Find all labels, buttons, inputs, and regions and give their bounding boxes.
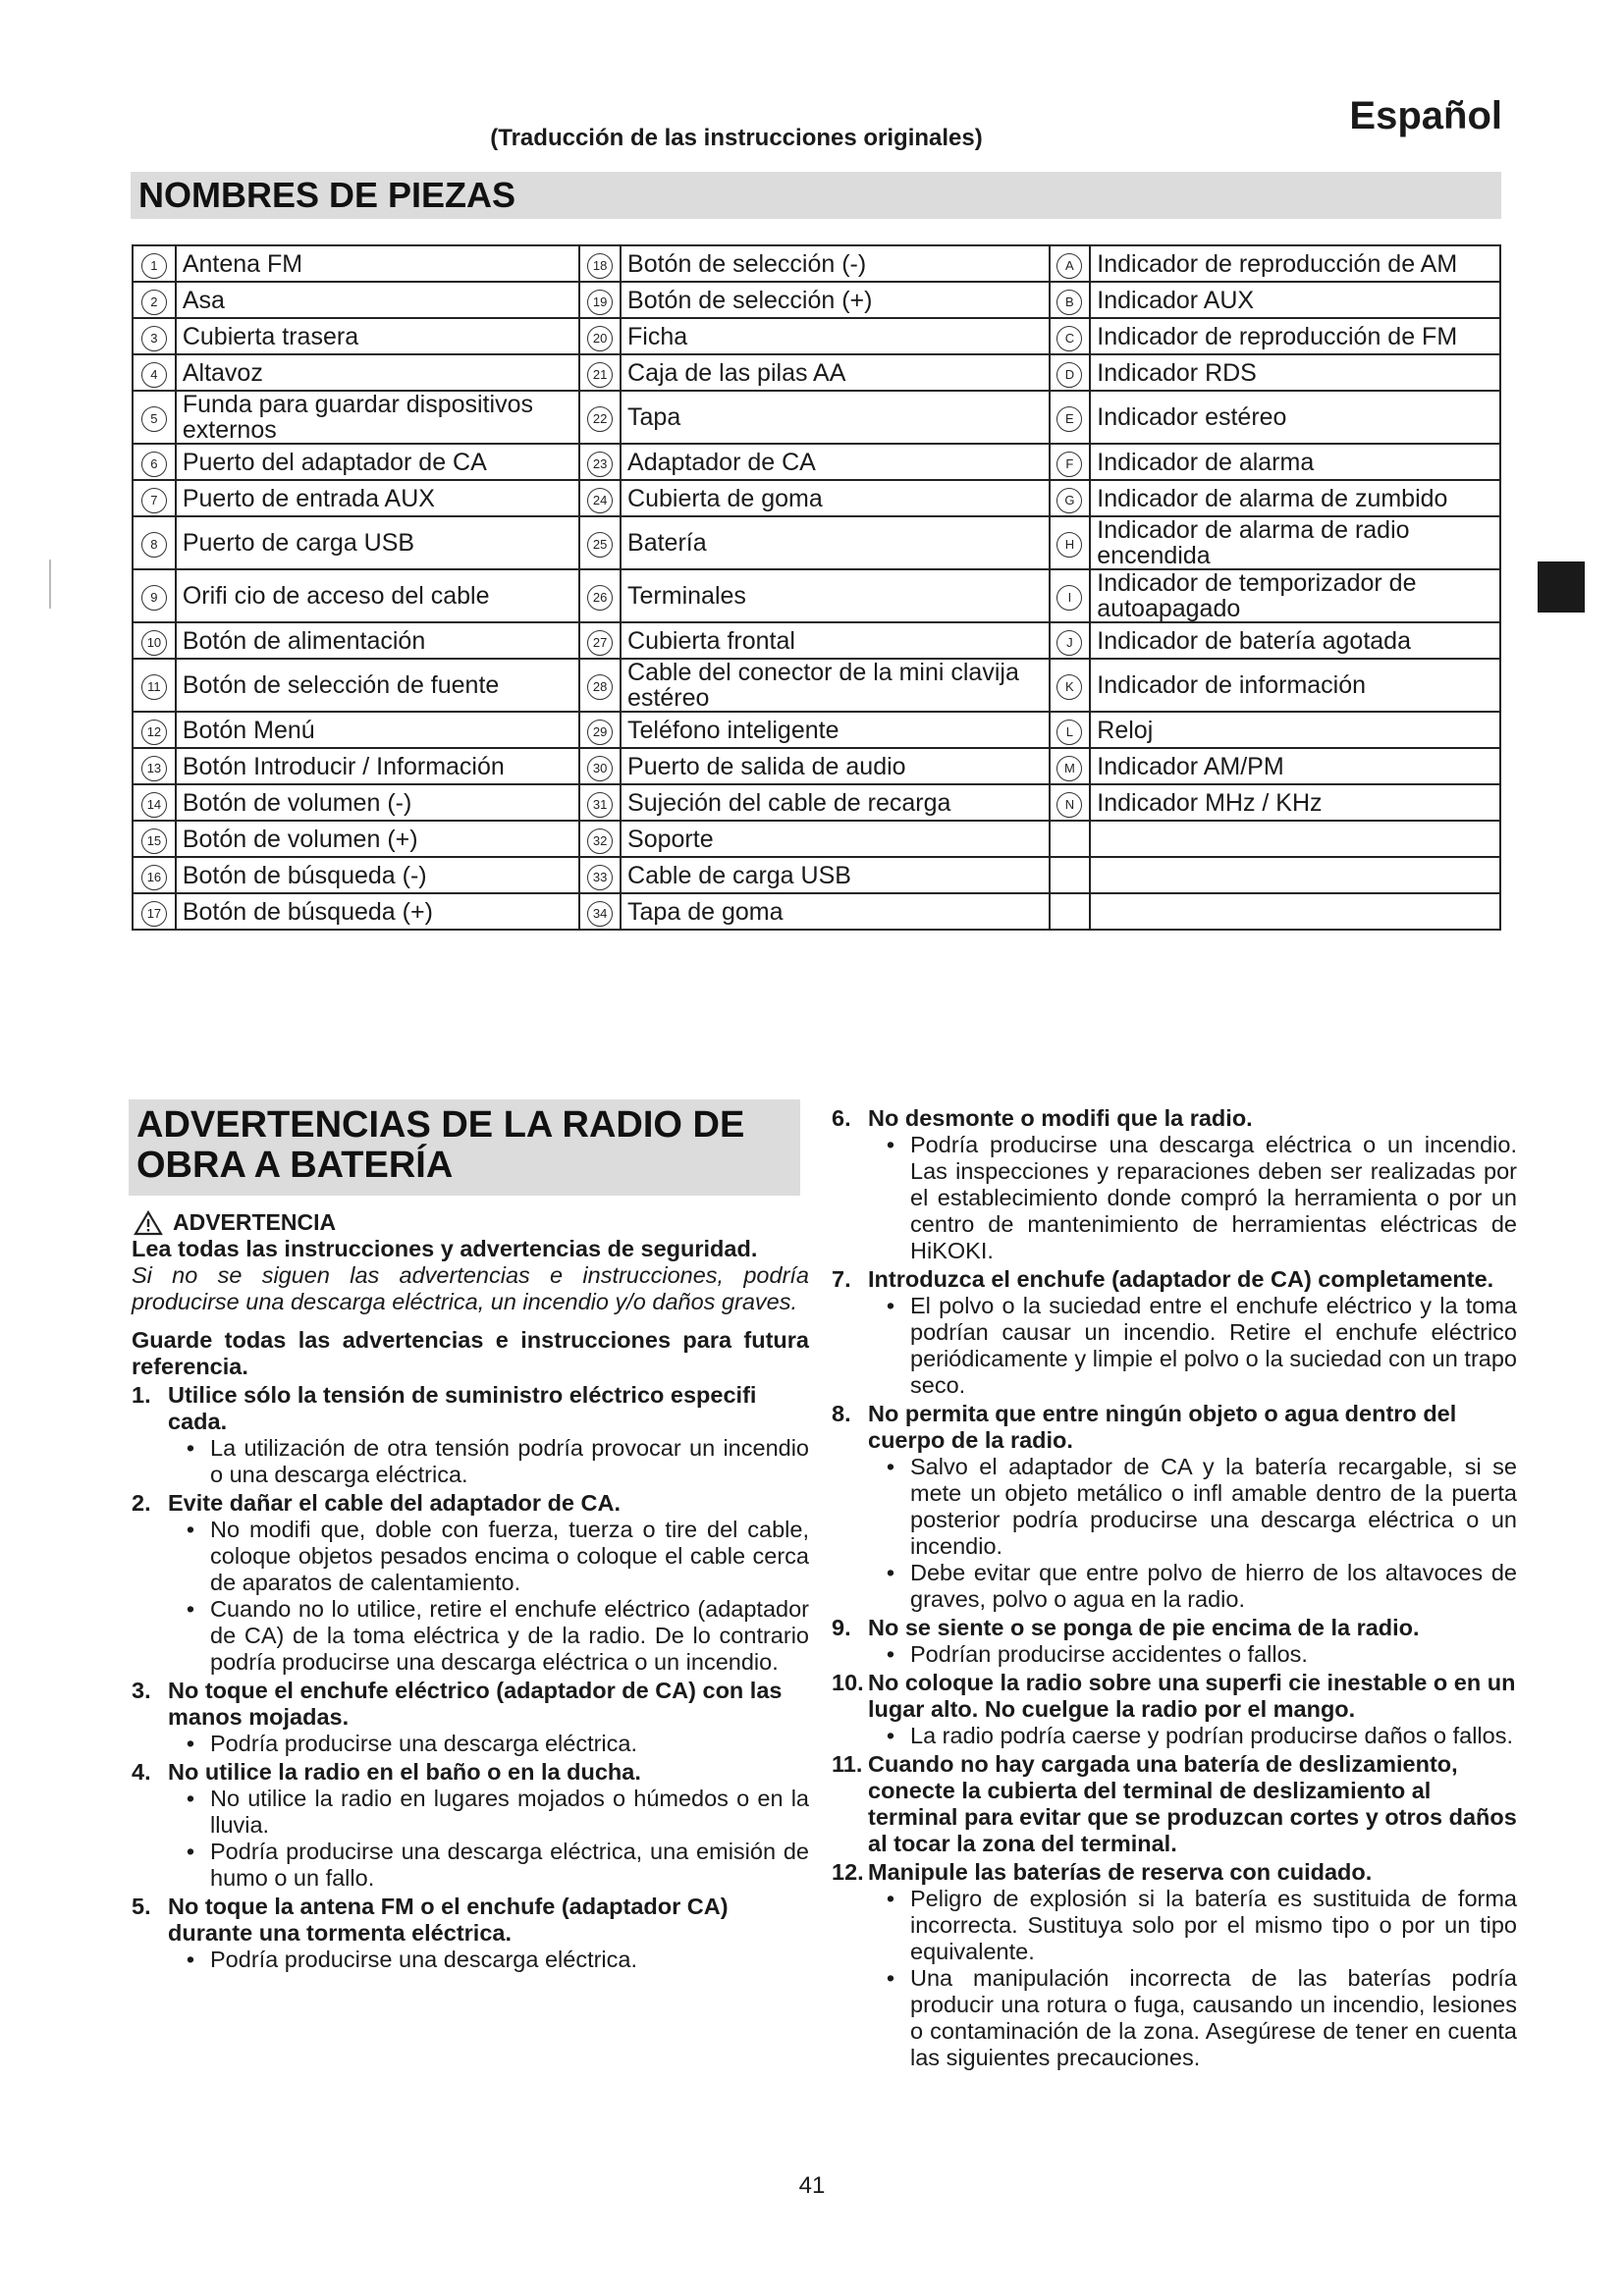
part-number-cell <box>1050 748 1091 784</box>
page-number: 41 <box>798 2172 826 2199</box>
part-number-cell <box>579 391 621 444</box>
part-number-badge: 9 <box>141 585 167 611</box>
part-name-cell: Botón de volumen (-) <box>176 784 579 821</box>
warning-bullet-text: No utilice la radio en lugares mojados o húmedos o en la lluvia. <box>210 1786 809 1838</box>
warning-item-title <box>832 1105 1517 1132</box>
part-number-cell <box>579 354 621 391</box>
part-name-cell: Botón de volumen (+) <box>176 821 579 857</box>
part-name-cell: Sujeción del cable de recarga <box>621 784 1049 821</box>
bullet-icon: • <box>886 1560 895 1585</box>
table-row <box>133 712 1500 748</box>
bullet-icon: • <box>886 1132 895 1157</box>
bullet-icon: • <box>886 1454 895 1479</box>
part-number-cell <box>1050 857 1091 893</box>
part-name-cell: Cubierta trasera <box>176 318 579 354</box>
part-number-badge: 7 <box>141 488 167 513</box>
part-number-cell <box>579 569 621 622</box>
part-name-cell <box>1090 857 1500 893</box>
bullet-icon: • <box>886 1723 895 1748</box>
part-number-cell <box>579 444 621 480</box>
warning-item-heading: No toque el enchufe eléctrico (adaptador de CA) con las manos mojadas. <box>168 1678 783 1730</box>
warning-bullet-text: No modifi que, doble con fuerza, tuerza o tire del cable, coloque objetos pesados encima o coloque el cable cerca de aparatos de calentamiento. <box>210 1517 809 1595</box>
part-number-badge: 6 <box>141 452 167 477</box>
part-number-badge: 26 <box>587 585 613 611</box>
warning-bullet <box>871 1454 1517 1560</box>
part-number-cell <box>133 354 176 391</box>
part-name-cell: Indicador de reproducción de FM <box>1090 318 1500 354</box>
warning-item-heading: Evite dañar el cable del adaptador de CA. <box>168 1490 622 1516</box>
table-row <box>133 245 1500 282</box>
table-row <box>133 391 1500 444</box>
warning-bullet-text: Podría producirse una descarga eléctrica. <box>210 1947 637 1972</box>
bullet-icon: • <box>886 1293 895 1318</box>
part-number-cell <box>1050 282 1091 318</box>
warning-item <box>832 1401 1517 1613</box>
warning-triangle-icon <box>134 1210 163 1236</box>
part-number-cell <box>579 712 621 748</box>
part-name-cell: Indicador de batería agotada <box>1090 622 1500 659</box>
part-number-badge: 22 <box>587 406 613 432</box>
part-number-badge: 12 <box>141 720 167 745</box>
part-name-cell: Puerto de salida de audio <box>621 748 1049 784</box>
part-number-badge: 24 <box>587 488 613 513</box>
part-number-badge: G <box>1056 488 1082 513</box>
warning-item-title <box>132 1759 809 1786</box>
bullet-icon: • <box>186 1596 195 1622</box>
warning-label: ADVERTENCIA <box>173 1209 337 1235</box>
part-number-badge: 2 <box>141 290 167 315</box>
warning-bullet-text: Podría producirse una descarga eléctrica o un incendio. Las inspecciones y reparaciones deben ser realizadas por el establecimiento donde compró la herramienta o por un centro de mantenimiento de herramientas eléctricas de HiKOKI. <box>910 1132 1517 1263</box>
warning-item <box>132 1759 809 1892</box>
bullet-icon: • <box>886 1886 895 1911</box>
part-name-cell: Ficha <box>621 318 1049 354</box>
part-name-cell: Terminales <box>621 569 1049 622</box>
part-number-cell <box>579 748 621 784</box>
part-number-cell <box>133 245 176 282</box>
part-number-badge: 27 <box>587 630 613 656</box>
warning-bullet <box>171 1517 809 1596</box>
keep-instructions-note: Guarde todas las advertencias e instrucciones para futura referencia. <box>132 1327 809 1379</box>
bullet-icon: • <box>186 1435 195 1461</box>
part-name-cell: Batería <box>621 516 1049 569</box>
warning-item-heading: Introduzca el enchufe (adaptador de CA) completamente. <box>868 1266 1494 1292</box>
part-number-badge: 23 <box>587 452 613 477</box>
part-name-cell: Cable de carga USB <box>621 857 1049 893</box>
warning-item-number: 4. <box>132 1759 151 1785</box>
part-number-cell <box>1050 712 1091 748</box>
table-row <box>133 857 1500 893</box>
part-number-cell <box>579 659 621 712</box>
warning-bullet <box>171 1731 809 1757</box>
part-number-cell <box>133 282 176 318</box>
part-number-badge: I <box>1056 585 1082 611</box>
warning-item-number: 5. <box>132 1894 151 1919</box>
section-title-parts: NOMBRES DE PIEZAS <box>131 172 1501 219</box>
warning-item-number: 10. <box>832 1670 864 1695</box>
warning-bullet-text: La radio podría caerse y podrían producirse daños o fallos. <box>910 1723 1513 1748</box>
table-row <box>133 480 1500 516</box>
table-row <box>133 318 1500 354</box>
part-number-badge: 32 <box>587 828 613 854</box>
part-number-cell <box>1050 659 1091 712</box>
part-number-badge: F <box>1056 452 1082 477</box>
part-name-cell: Cubierta frontal <box>621 622 1049 659</box>
warning-bullet-text: Salvo el adaptador de CA y la batería recargable, si se mete un objeto metálico o infl amable dentro de la puerta posterior podría producirse una descarga eléctrica o un incendio. <box>910 1454 1517 1559</box>
part-name-cell: Indicador de alarma de zumbido <box>1090 480 1500 516</box>
part-name-cell: Caja de las pilas AA <box>621 354 1049 391</box>
part-number-badge: 18 <box>587 253 613 279</box>
warning-bullet <box>171 1839 809 1892</box>
part-name-cell <box>1090 893 1500 930</box>
language-tab-marker <box>1538 561 1585 613</box>
part-number-cell <box>579 857 621 893</box>
warning-bullet <box>871 1641 1517 1668</box>
part-name-cell: Indicador AUX <box>1090 282 1500 318</box>
part-number-cell <box>133 516 176 569</box>
part-number-cell <box>579 318 621 354</box>
warning-item-title <box>132 1678 809 1731</box>
part-name-cell: Indicador estéreo <box>1090 391 1500 444</box>
warning-item-title <box>832 1266 1517 1293</box>
part-number-badge: 5 <box>141 406 167 432</box>
part-number-cell <box>1050 245 1091 282</box>
warning-bullet <box>171 1786 809 1839</box>
warning-item-number: 1. <box>132 1382 151 1408</box>
part-number-cell <box>133 748 176 784</box>
part-name-cell: Antena FM <box>176 245 579 282</box>
part-number-badge: 14 <box>141 792 167 818</box>
warning-item-heading: No coloque la radio sobre una superfi cie inestable o en un lugar alto. No cuelgue la radio por el mango. <box>868 1670 1516 1722</box>
part-number-cell <box>579 480 621 516</box>
part-number-badge: 11 <box>141 674 167 700</box>
part-number-badge: A <box>1056 253 1082 279</box>
part-number-badge: 17 <box>141 901 167 927</box>
part-number-badge: 25 <box>587 532 613 558</box>
part-number-cell <box>1050 622 1091 659</box>
part-name-cell: Botón de selección de fuente <box>176 659 579 712</box>
part-number-cell <box>133 857 176 893</box>
part-number-cell <box>1050 821 1091 857</box>
part-number-cell <box>133 784 176 821</box>
part-number-cell <box>133 480 176 516</box>
part-number-badge: 16 <box>141 865 167 890</box>
table-row <box>133 354 1500 391</box>
part-name-cell: Puerto de entrada AUX <box>176 480 579 516</box>
warning-items-left <box>132 1382 809 1973</box>
part-number-badge: 34 <box>587 901 613 927</box>
table-row <box>133 569 1500 622</box>
part-name-cell: Indicador AM/PM <box>1090 748 1500 784</box>
part-number-badge: 31 <box>587 792 613 818</box>
table-row <box>133 444 1500 480</box>
part-name-cell: Botón de selección (+) <box>621 282 1049 318</box>
table-row <box>133 282 1500 318</box>
warning-item <box>832 1670 1517 1749</box>
part-number-badge: B <box>1056 290 1082 315</box>
part-number-cell <box>133 318 176 354</box>
part-name-cell: Tapa <box>621 391 1049 444</box>
part-number-badge: 15 <box>141 828 167 854</box>
warning-item-number: 9. <box>832 1615 851 1640</box>
part-number-badge: L <box>1056 720 1082 745</box>
warning-bullet-text: Debe evitar que entre polvo de hierro de los altavoces de graves, polvo o agua en la radio. <box>910 1560 1517 1612</box>
table-row <box>133 893 1500 930</box>
part-number-badge: 10 <box>141 630 167 656</box>
part-name-cell: Soporte <box>621 821 1049 857</box>
part-name-cell: Tapa de goma <box>621 893 1049 930</box>
warning-item <box>132 1678 809 1757</box>
warning-item <box>832 1751 1517 1857</box>
bullet-icon: • <box>186 1947 195 1972</box>
warning-bullet <box>871 1132 1517 1264</box>
warning-bullet <box>871 1560 1517 1613</box>
part-name-cell: Botón Menú <box>176 712 579 748</box>
warning-item <box>832 1266 1517 1399</box>
part-number-cell <box>579 282 621 318</box>
part-number-badge: 8 <box>141 532 167 558</box>
part-name-cell: Cubierta de goma <box>621 480 1049 516</box>
part-name-cell: Teléfono inteligente <box>621 712 1049 748</box>
warning-item-title <box>832 1670 1517 1723</box>
bullet-icon: • <box>886 1965 895 1991</box>
warning-heading <box>134 1209 809 1236</box>
part-number-cell <box>579 245 621 282</box>
part-number-badge: M <box>1056 756 1082 781</box>
part-name-cell: Reloj <box>1090 712 1500 748</box>
part-name-cell: Asa <box>176 282 579 318</box>
part-name-cell: Botón de selección (-) <box>621 245 1049 282</box>
warning-bullet-text: Una manipulación incorrecta de las baterías podría producir una rotura o fuga, causando un incendio, lesiones o contaminación de la zona. Asegúrese de tener en cuenta las siguientes precauciones. <box>910 1965 1517 2070</box>
warning-bullet <box>871 1293 1517 1399</box>
warning-item-number: 8. <box>832 1401 851 1426</box>
section-title-warnings: ADVERTENCIAS DE LA RADIO DE OBRA A BATERÍA <box>129 1099 800 1196</box>
part-number-cell <box>133 821 176 857</box>
warning-bullet <box>171 1947 809 1973</box>
warning-item-title <box>832 1751 1517 1857</box>
warning-items-right <box>832 1105 1517 2071</box>
warning-item-heading: No toque la antena FM o el enchufe (adaptador CA) durante una tormenta eléctrica. <box>168 1894 729 1946</box>
part-number-cell <box>1050 391 1091 444</box>
warning-item-number: 3. <box>132 1678 151 1703</box>
part-name-cell: Indicador de alarma <box>1090 444 1500 480</box>
warning-bullet-text: Podrían producirse accidentes o fallos. <box>910 1641 1308 1667</box>
part-number-cell <box>579 622 621 659</box>
part-number-badge: 30 <box>587 756 613 781</box>
warning-bullet-text: El polvo o la suciedad entre el enchufe eléctrico y la toma podrían causar un incendio. Retire el enchufe eléctrico periódicamente y limpie el polvo o la suciedad con un trapo seco. <box>910 1293 1517 1398</box>
part-name-cell <box>1090 821 1500 857</box>
part-number-badge: H <box>1056 532 1082 558</box>
table-row <box>133 659 1500 712</box>
part-name-cell: Funda para guardar dispositivos externos <box>176 391 579 444</box>
warning-bullet-text: Peligro de explosión si la batería es sustituida de forma incorrecta. Sustituya solo por el mismo tipo o por un tipo equivalente. <box>910 1886 1517 1964</box>
part-number-cell <box>579 893 621 930</box>
warning-item-heading: No utilice la radio en el baño o en la ducha. <box>168 1759 641 1785</box>
warning-item-heading: No desmonte o modifi que la radio. <box>868 1105 1253 1131</box>
part-name-cell: Indicador de información <box>1090 659 1500 712</box>
bullet-icon: • <box>186 1517 195 1542</box>
part-number-cell <box>1050 784 1091 821</box>
warning-item <box>132 1490 809 1676</box>
part-number-badge: 21 <box>587 362 613 388</box>
part-number-badge: D <box>1056 362 1082 388</box>
warning-item-number: 6. <box>832 1105 851 1131</box>
warning-bullet <box>871 1965 1517 2071</box>
part-number-badge: N <box>1056 792 1082 818</box>
part-number-cell <box>1050 354 1091 391</box>
warning-bullet <box>871 1886 1517 1965</box>
part-number-cell <box>133 659 176 712</box>
warning-item-title <box>832 1615 1517 1641</box>
part-name-cell: Botón de alimentación <box>176 622 579 659</box>
part-number-badge: E <box>1056 406 1082 432</box>
part-number-badge: 13 <box>141 756 167 781</box>
warning-item-heading: Utilice sólo la tensión de suministro eléctrico especifi cada. <box>168 1382 757 1434</box>
warning-item-title <box>132 1894 809 1947</box>
part-number-cell <box>133 569 176 622</box>
warning-bullet-text: Cuando no lo utilice, retire el enchufe eléctrico (adaptador de CA) de la toma eléctrica y de la radio. De lo contrario podría producirse una descarga eléctrica o un incendio. <box>210 1596 809 1675</box>
part-number-badge: 19 <box>587 290 613 315</box>
warning-bullet <box>171 1435 809 1488</box>
part-name-cell: Botón de búsqueda (+) <box>176 893 579 930</box>
part-name-cell: Puerto del adaptador de CA <box>176 444 579 480</box>
part-name-cell: Indicador RDS <box>1090 354 1500 391</box>
warning-item-heading: No se siente o se ponga de pie encima de la radio. <box>868 1615 1420 1640</box>
part-number-cell <box>1050 318 1091 354</box>
table-row <box>133 821 1500 857</box>
warning-bullet-text: Podría producirse una descarga eléctrica. <box>210 1731 637 1756</box>
part-number-cell <box>1050 516 1091 569</box>
part-number-cell <box>133 444 176 480</box>
bullet-icon: • <box>186 1786 195 1811</box>
warning-item-number: 11. <box>832 1751 863 1777</box>
warning-item-number: 2. <box>132 1490 151 1516</box>
part-number-badge: 3 <box>141 326 167 351</box>
bullet-icon: • <box>886 1641 895 1667</box>
part-name-cell: Cable del conector de la mini clavija estéreo <box>621 659 1049 712</box>
part-number-badge: 33 <box>587 865 613 890</box>
part-number-badge: 1 <box>141 253 167 279</box>
warning-item-heading: Manipule las baterías de reserva con cuidado. <box>868 1859 1373 1885</box>
part-number-cell <box>1050 444 1091 480</box>
part-number-cell <box>1050 893 1091 930</box>
warning-item-title <box>832 1401 1517 1454</box>
part-name-cell: Indicador de reproducción de AM <box>1090 245 1500 282</box>
table-row <box>133 622 1500 659</box>
warnings-left-column <box>132 1209 809 1973</box>
language-label: Español <box>1349 94 1502 137</box>
intro-bold: Lea todas las instrucciones y advertencias de seguridad. <box>132 1236 758 1261</box>
part-name-cell: Indicador de alarma de radio encendida <box>1090 516 1500 569</box>
part-name-cell: Orifi cio de acceso del cable <box>176 569 579 622</box>
part-name-cell: Indicador de temporizador de autoapagado <box>1090 569 1500 622</box>
warning-item-number: 7. <box>832 1266 851 1292</box>
warning-bullet <box>171 1596 809 1676</box>
part-name-cell: Adaptador de CA <box>621 444 1049 480</box>
warning-item <box>832 1859 1517 2071</box>
warning-item-number: 12. <box>832 1859 864 1885</box>
table-row <box>133 516 1500 569</box>
parts-table <box>132 244 1501 931</box>
part-name-cell: Puerto de carga USB <box>176 516 579 569</box>
part-number-badge: 29 <box>587 720 613 745</box>
part-number-cell <box>579 516 621 569</box>
warning-bullet <box>871 1723 1517 1749</box>
warning-item-heading: No permita que entre ningún objeto o agua dentro del cuerpo de la radio. <box>868 1401 1457 1453</box>
warning-item-heading: Cuando no hay cargada una batería de deslizamiento, conecte la cubierta del terminal de deslizamiento al terminal para evitar que se produzcan cortes y otros daños al tocar la zona del terminal. <box>868 1751 1517 1856</box>
bullet-icon: • <box>186 1839 195 1864</box>
part-number-cell <box>1050 569 1091 622</box>
part-number-cell <box>1050 480 1091 516</box>
part-number-cell <box>133 391 176 444</box>
part-name-cell: Botón de búsqueda (-) <box>176 857 579 893</box>
part-number-cell <box>133 893 176 930</box>
table-row <box>133 784 1500 821</box>
part-number-badge: 4 <box>141 362 167 388</box>
warning-bullet-text: Podría producirse una descarga eléctrica, una emisión de humo o un fallo. <box>210 1839 809 1891</box>
part-number-badge: J <box>1056 630 1082 656</box>
margin-line <box>49 560 51 609</box>
part-number-badge: C <box>1056 326 1082 351</box>
part-number-badge: 20 <box>587 326 613 351</box>
warning-item-title <box>132 1382 809 1435</box>
warning-item <box>832 1105 1517 1264</box>
bullet-icon: • <box>186 1731 195 1756</box>
warning-item <box>832 1615 1517 1668</box>
part-number-cell <box>579 821 621 857</box>
warning-item-title <box>132 1490 809 1517</box>
part-number-cell <box>133 712 176 748</box>
warning-item <box>132 1382 809 1488</box>
warning-bullet-text: La utilización de otra tensión podría provocar un incendio o una descarga eléctrica. <box>210 1435 809 1487</box>
part-name-cell: Altavoz <box>176 354 579 391</box>
part-name-cell: Botón Introducir / Información <box>176 748 579 784</box>
table-row <box>133 748 1500 784</box>
part-number-cell <box>133 622 176 659</box>
part-number-cell <box>579 784 621 821</box>
warnings-right-column <box>832 1103 1517 2071</box>
part-number-badge: K <box>1056 674 1082 700</box>
intro-italic: Si no se siguen las advertencias e instrucciones, podría producirse una descarga eléctrica, un incendio y/o daños graves. <box>132 1262 809 1314</box>
warning-item-title <box>832 1859 1517 1886</box>
part-name-cell: Indicador MHz / KHz <box>1090 784 1500 821</box>
part-number-badge: 28 <box>587 674 613 700</box>
translation-note: (Traducción de las instrucciones originales) <box>490 125 983 151</box>
warning-item <box>132 1894 809 1973</box>
